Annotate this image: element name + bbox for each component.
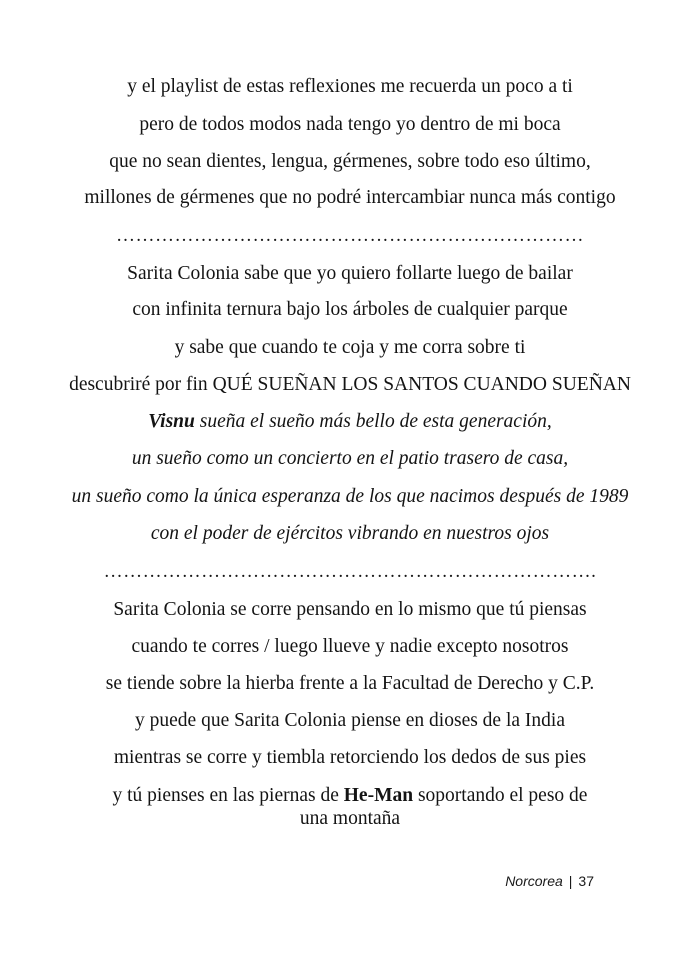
poem-line: y puede que Sarita Colonia piense en dioses de la India: [135, 710, 565, 731]
poem-line: un sueño como un concierto en el patio trasero de casa,: [131, 448, 569, 469]
poem-line: [0, 784, 700, 808]
poem-line: cuando te corres / luego llueve y nadie excepto nosotros: [131, 636, 569, 657]
page-number: 37: [578, 873, 594, 889]
footer-separator: |: [568, 873, 573, 889]
poem-line-caps: QUÉ SUEÑAN LOS SANTOS CUANDO SUEÑAN: [212, 374, 631, 395]
poem-line-prefix: y tú pienses en las piernas de: [112, 785, 344, 806]
poem-line: mientras se corre y tiembla retorciendo los dedos de sus pies: [113, 747, 587, 768]
poem-line: Sarita Colonia se corre pensando en lo mismo que tú piensas: [113, 599, 587, 620]
poem-line: Sarita Colonia sabe que yo quiero follarte luego de bailar: [127, 263, 573, 284]
poem-line: [0, 373, 700, 397]
book-title: Norcorea: [505, 873, 563, 889]
poem-line: y sabe que cuando te coja y me corra sobre ti: [174, 337, 526, 358]
poem-line: con infinita ternura bajo los árboles de cualquier parque: [132, 299, 568, 320]
poem-line: una montaña: [299, 808, 401, 829]
dotted-separator: ………………………………………………………………….: [103, 561, 597, 582]
dotted-separator: ………………………………………………………………: [116, 225, 584, 246]
he-man-name: He-Man: [343, 785, 414, 806]
poem-line: pero de todos modos nada tengo yo dentro de mi boca: [139, 114, 561, 135]
poem-line: [0, 410, 700, 434]
poem-line: un sueño como la única esperanza de los que nacimos después de 1989: [71, 486, 629, 507]
visnu-name: Visnu: [148, 411, 195, 432]
poem-line: con el poder de ejércitos vibrando en nuestros ojos: [150, 523, 550, 544]
poem-line: millones de gérmenes que no podré intercambiar nunca más contigo: [84, 187, 616, 208]
poem-line-prefix: descubriré por fin: [69, 374, 213, 395]
poem-line-rest: sueña el sueño más bello de esta generación,: [194, 411, 552, 432]
page-footer: [505, 872, 594, 890]
poem-line-suffix: soportando el peso de: [413, 785, 588, 806]
poem-line: se tiende sobre la hierba frente a la Facultad de Derecho y C.P.: [105, 673, 595, 694]
poem-line: que no sean dientes, lengua, gérmenes, sobre todo eso último,: [109, 151, 591, 172]
poem-line: y el playlist de estas reflexiones me recuerda un poco a ti: [127, 76, 573, 97]
